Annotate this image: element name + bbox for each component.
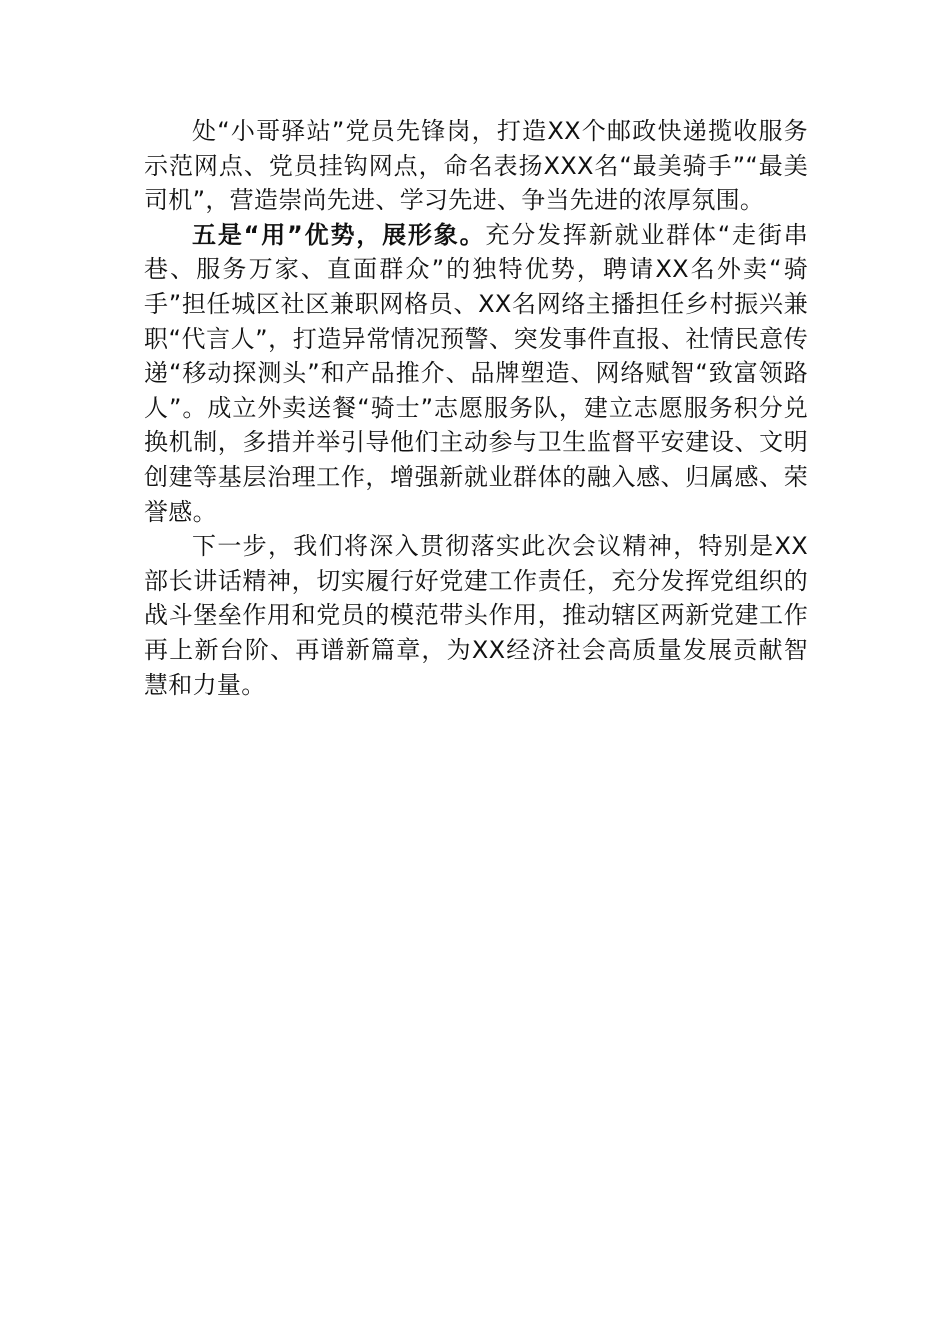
paragraph-2-text: 充分发挥新就业群体“走街串巷、服务万家、直面群众”的独特优势，聘请XX名外卖“骑手”担任城区社区兼职网格员、XX名网络主播担任乡村振兴兼职“代言人”，打造异常情况预警、突发事件直报、社情民意传递“移动探测头”和产品推介、品牌塑造、网络赋智“致富领路人”。成立外卖送餐“骑士”志愿服务队，建立志愿服务积分兑换机制，多措并举引导他们主动参与卫生监督平安建设、文明创建等基层治理工作，增强新就业群体的融入感、归属感、荣誉感。 bbox=[144, 220, 808, 526]
paragraph-2-lead: 五是“用”优势，展形象。 bbox=[192, 220, 486, 249]
paragraph-1-text: 处“小哥驿站”党员先锋岗，打造XX个邮政快递揽收服务示范网点、党员挂钩网点，命名表扬XXX名“最美骑手”“最美司机”，营造崇尚先进、学习先进、争当先进的浓厚氛围。 bbox=[144, 117, 808, 215]
paragraph-1 bbox=[144, 114, 808, 218]
paragraph-2 bbox=[144, 218, 808, 529]
paragraph-3-text: 下一步，我们将深入贯彻落实此次会议精神，特别是XX部长讲话精神，切实履行好党建工作责任，充分发挥党组织的战斗堡垒作用和党员的模范带头作用，推动辖区两新党建工作再上新台阶、再谱新篇章，为XX经济社会高质量发展贡献智慧和力量。 bbox=[144, 532, 808, 699]
document-page bbox=[144, 114, 808, 702]
paragraph-3 bbox=[144, 529, 808, 702]
